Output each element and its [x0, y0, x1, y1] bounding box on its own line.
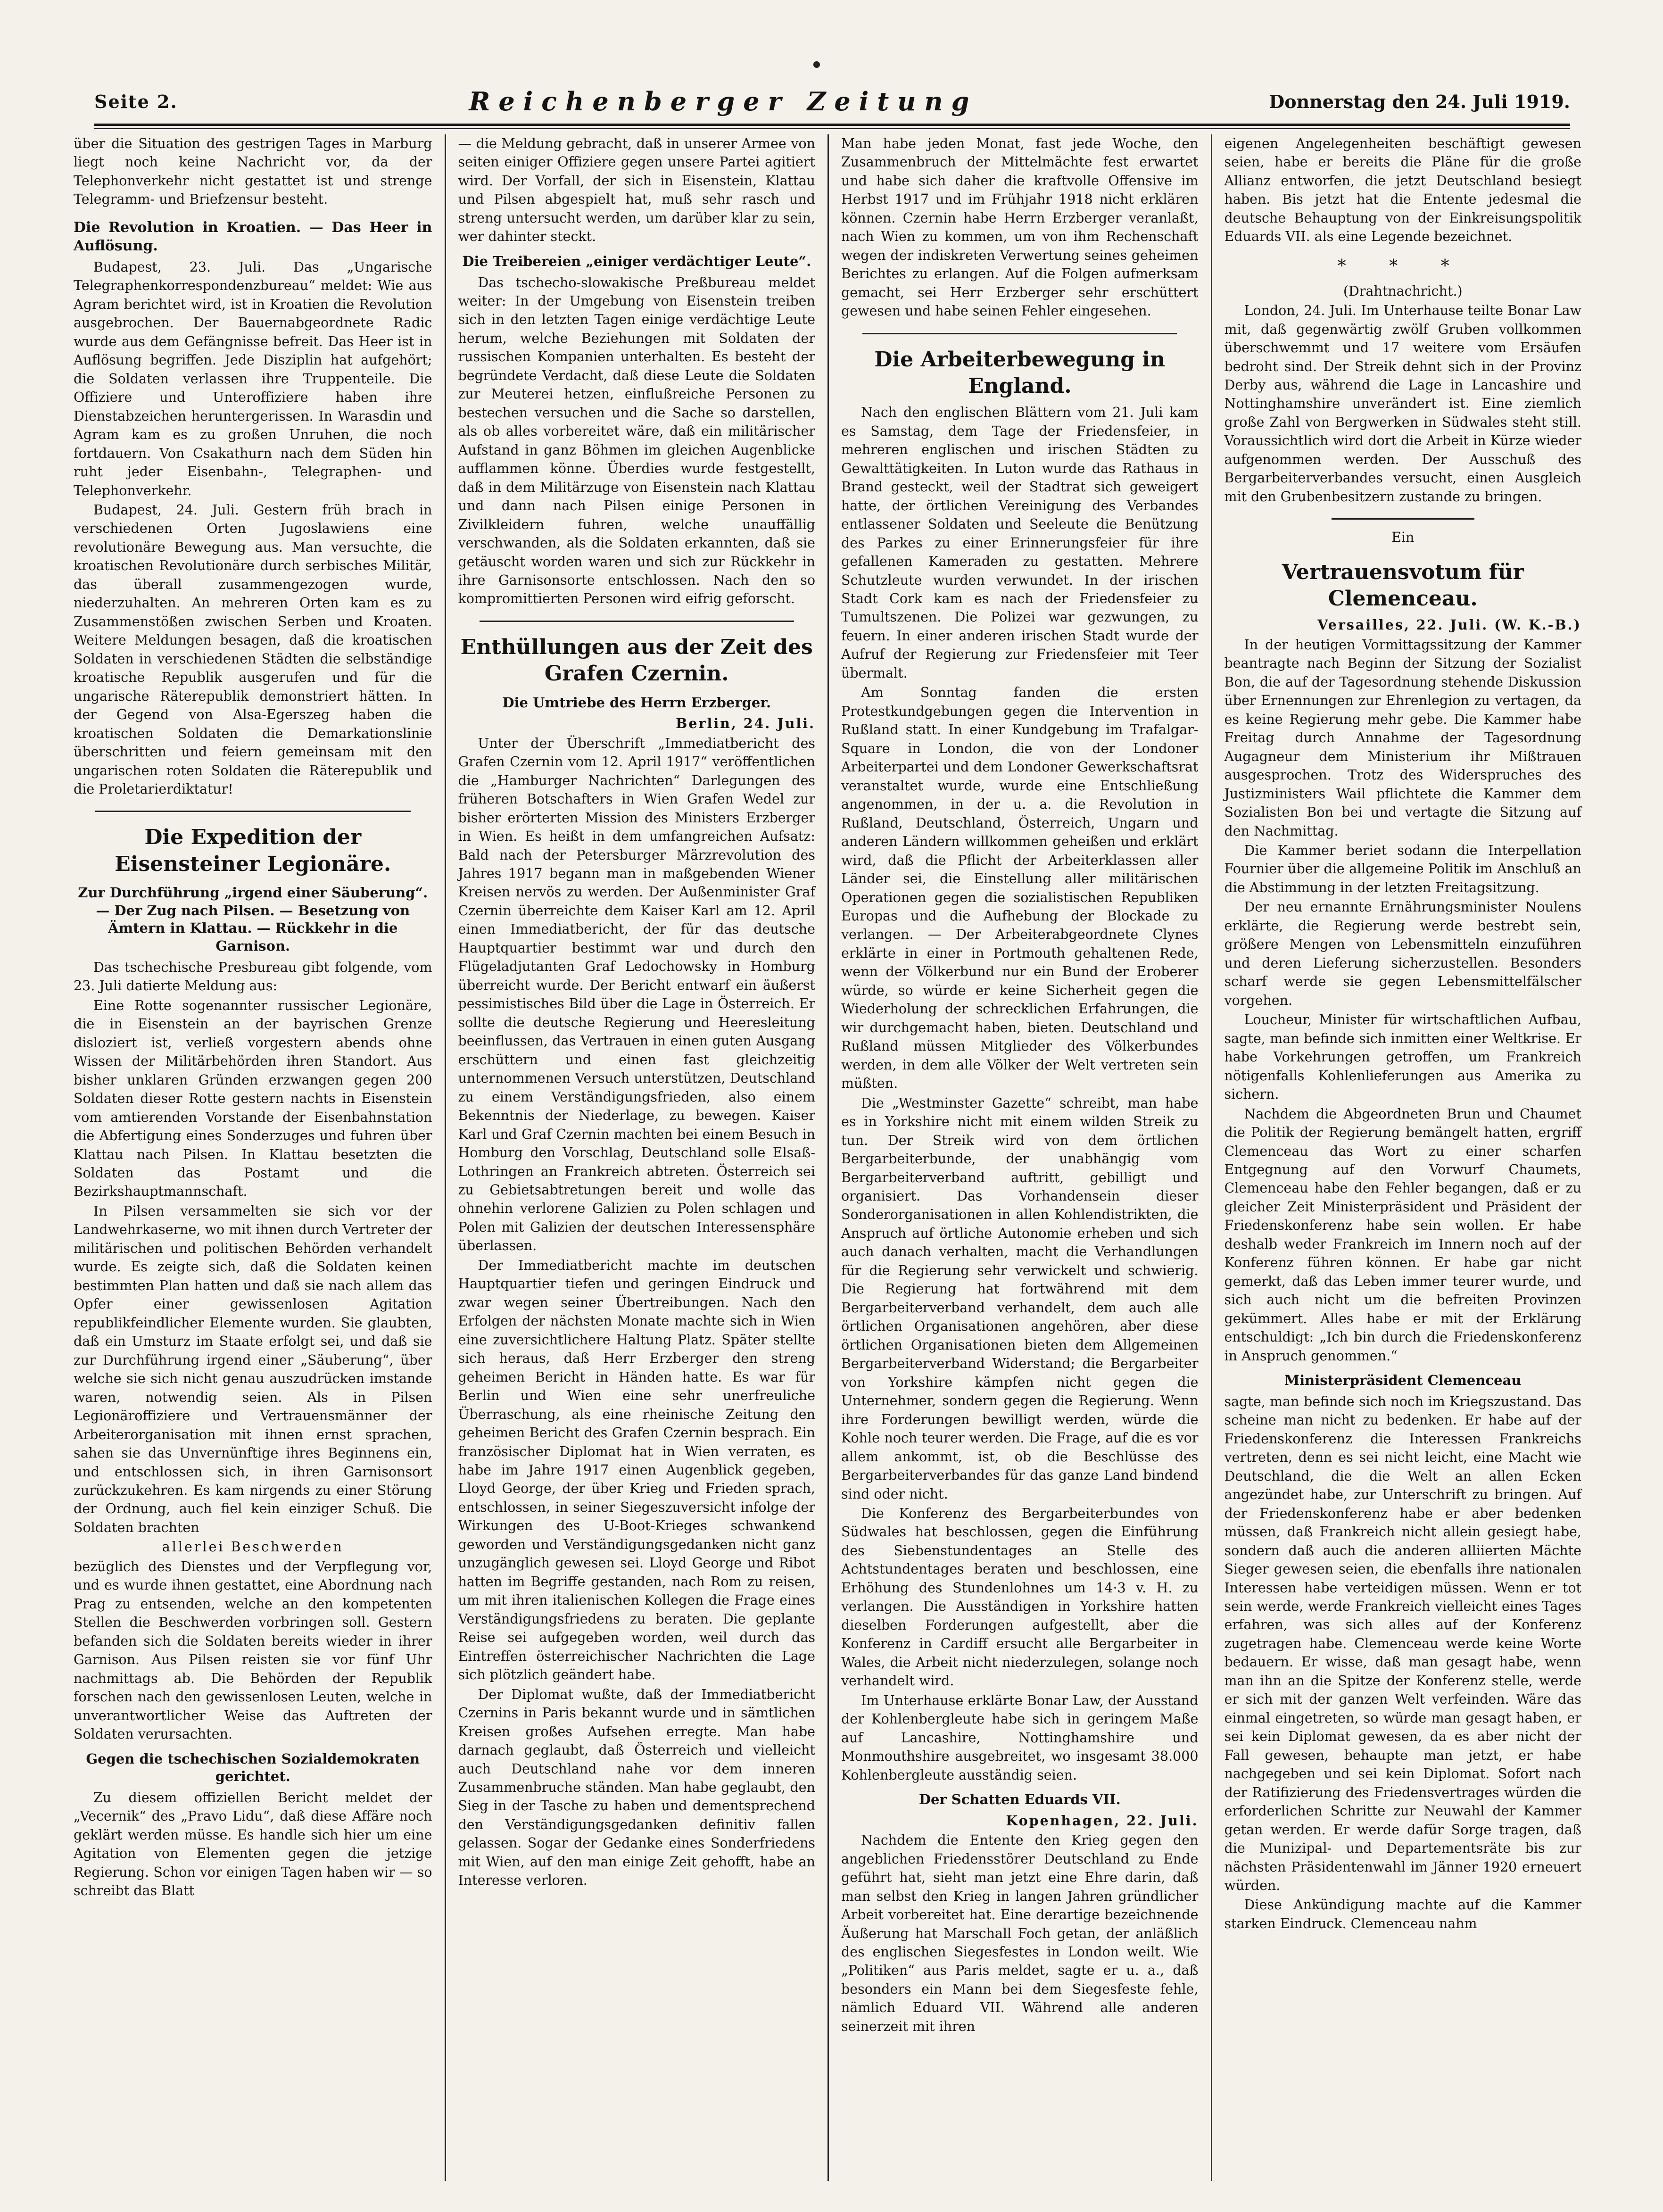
paragraph: Der Diplomat wußte, daß der Immediatbericht Czernins in Paris bekannt wurde und in sämtlichen Kreisen großes Aufsehen erregte. Man habe darnach geglaubt, daß Österreich und vielleicht auch Deutschland nahe vor dem inneren Zusammenbruche ständen. Man habe geglaubt, den Sieg in der Tasche zu haben und dementsprechend den Verständigungsgedanken definitiv fallen gelassen. Sogar der Gedanke eines Sonderfriedens mit Wien, auf den man einige Zeit gehofft, habe an Interesse verloren.	[458, 1686, 815, 1889]
header-rule-thin	[94, 128, 1570, 129]
paragraph: Budapest, 23. Juli. Das „Ungarische Telegraphenkorrespondenzbureau“ meldet: Wie aus Agram berichtet wird, ist in Kroatien die Revolution ausgebrochen. Der Bauernabgeordnete Radic wurde aus dem Gefängnisse befreit. Das Heer ist in Auflösung begriffen. Jede Disziplin hat aufgehört; die Soldaten verlassen ihre Truppenteile. Die Offiziere und Unteroffiziere haben ihre Dienstabzeichen heruntergerissen. In Warasdin und Agram kam es zu großen Unruhen, die noch fortdauern. Von Csakathurn nach dem Süden hin ruht jeder Eisenbahn-, Telegraphen- und Telephonverkehr.	[74, 259, 432, 498]
paragraph: sagte, man befinde sich noch im Kriegszustand. Das scheine man nicht zu bedenken. Er habe auf der Friedenskonferenz die Interessen Frankreichs vertreten, denn es sei nicht leicht, eine Macht wie Deutschland, die die Welt an allen Ecken angezündet habe, zur Unterschrift zu bringen. Auf der Friedenskonferenz habe er aber bedenken müssen, daß Frankreich nicht allein gesiegt habe, sondern daß auch die anderen alliierten Mächte Sieger gewesen seien, die ebenfalls ihre nationalen Interessen habe verteidigen müssen. Wenn er tot sein werde, werde Frankreich vielleicht eines Tages erfahren, was sich alles auf der Konferenz zugetragen habe. Clemenceau werde keine Worte bedauern. Er wisse, daß man gesagt habe, wenn man ihn an die Spitze der Konferenz stelle, werde er sich mit der ganzen Welt verfeinden. Wäre das einmal eingetreten, so würde man gesagt haben, er sei kein Diplomat gewesen, da es aber nicht der Fall gewesen, behaupte man jetzt, er habe nachgegeben und sei kein Diplomat. Sofort nach der Ratifizierung des Friedensvertrages würden die erforderlichen Schritte zur Neuwahl der Kammer getan werden. Er werde dafür Sorge tragen, daß die Munizipal- und Departementsräte bis zur nächsten Präsidentenwahl im Jänner 1920 erneuert würden.	[1224, 1393, 1581, 1894]
article-headline: Vertrauensvotum für Clemenceau.	[1282, 560, 1524, 611]
paragraph: Der neu ernannte Ernährungsminister Noulens erklärte, die Regierung werde bestrebt sein, größere Mengen von Lebensmitteln einzuführen und deren Lieferung sicherzustellen. Besonders scharf werde sie gegen Lebensmittelfälscher vorgehen.	[1224, 899, 1581, 1008]
paragraph: Nach den englischen Blättern vom 21. Juli kam es Samstag, dem Tage der Friedensfeier, in mehreren englischen und irischen Städten zu Gewalttätigkeiten. In Luton wurde das Rathaus in Brand gesteckt, weil der Stadtrat sich geweigert hatte, der örtlichen Vereinigung des Verbandes entlassener Soldaten und Seeleute die Benützung des Parkes zu einer Erinnerungsfeier für ihre gefallenen Kameraden zu gestatten. Mehrere Schutzleute wurden verwundet. In der irischen Stadt Cork kam es nach der Friedensfeier zu Tumultszenen. Die Polizei war gezwungen, zu feuern. In einer anderen irischen Stadt wurde der Aufruf der Regierung zur Friedensfeier mit Teer übermalt.	[841, 405, 1199, 681]
paragraph: In Pilsen versammelten sie sich vor der Landwehrkaserne, wo mit ihnen durch Vertreter der militärischen und politischen Behörden verhandelt wurde. Es zeigte sich, daß die Soldaten keinen bestimmten Plan hatten und daß sie nach allem das Opfer einer gewissenlosen Agitation republikfeindlicher Elemente wurden. Sie glaubten, daß ein Umsturz im Staate erfolgt sei, und daß sie zur Durchführung irgend einer „Säuberung“, über welche sie sich nicht genau auszudrücken imstande waren, notwendig seien. Als in Pilsen Legionäroffiziere und Vertrauensmänner der Arbeiterorganisation mit ihnen ernst sprachen, sahen sie das Unvernünftige ihres Beginnens ein, und entschlossen sich, in ihren Garnisonsort zurückzukehren. Es kam nirgends zu einer Störung der Ordnung, auch fiel kein einziger Schuß. Die Soldaten brachten	[74, 1203, 432, 1535]
header-rule	[94, 124, 1570, 126]
article-headline: Enthüllungen aus der Zeit des Grafen Czernin.	[460, 635, 813, 686]
subheading: Ministerpräsident Clemenceau	[1284, 1372, 1522, 1389]
paragraph: — die Meldung gebracht, daß in unserer Armee von seiten einiger Offiziere gegen unsere Partei agitiert wird. Der Vorfall, der sich in Eisenstein, Klattau und Pilsen abgespielt hat, muß sehr rasch und streng untersucht werden, um darüber klar zu sein, wer dahinter steckt.	[458, 136, 815, 245]
paragraph: Die Konferenz des Bergarbeiterbundes von Südwales hat beschlossen, gegen die Einführung des Siebenstundentages an Stelle des Achtstundentages beraten und beschlossen, eine Erhöhung des Stundenlohnes um 14·3 v. H. zu verlangen. Die Ausständigen in Yorkshire hatten dieselben Forderungen aufgestellt, aber die Konferenz in Cardiff ersucht alle Bergarbeiter in Wales, die Arbeit nicht niederzulegen, solange noch verhandelt wird.	[841, 1505, 1199, 1689]
paragraph: Das tschechische Presbureau gibt folgende, vom 23. Juli datierte Meldung aus:	[74, 959, 432, 994]
paragraph: Die Kammer beriet sodann die Interpellation Fournier über die allgemeine Politik im Anschluß an die Abstimmung in der letzten Freitagsitzung.	[1224, 843, 1581, 895]
column-2	[445, 134, 828, 2181]
subheading: Die Treibereien „einiger verdächtiger Leute“.	[462, 253, 811, 269]
paragraph: Loucheur, Minister für wirtschaftlichen Aufbau, sagte, man befinde sich inmitten einer Weltkrise. Er habe Vorkehrungen getroffen, um Frankreich nötigenfalls Kohlenlieferungen aus Amerika zu sichern.	[1224, 1012, 1581, 1102]
paragraph: Nachdem die Entente den Krieg gegen den angeblichen Friedensstörer Deutschland zu Ende geführt hat, sieht man jetzt eine Ehre darin, daß man selbst den Krieg in langen Jahren gründlicher Arbeit vorbereitet hat. Eine derartige bezeichnende Äußerung hat Marschall Foch getan, der anläßlich des englischen Siegesfestes in London weilt. Wie „Politiken“ aus Paris meldet, sagte er u. a., daß besonders ein Mann bei dem Siegesfeste fehle, nämlich Eduard VII. Während alle anderen seinerzeit mit ihren	[841, 1832, 1199, 2034]
divider	[480, 621, 794, 622]
paragraph: In der heutigen Vormittagssitzung der Kammer beantragte nach Beginn der Sitzung der Sozialist Bon, die auf der Tagesordnung stehende Diskussion über Ernennungen zur Ehrenlegion zu vertagen, da es keine Regierung mehr gebe. Die Kammer habe Freitag durch Annahme der Tagesordnung Augagneur dem Ministerium ihr Mißtrauen ausgesprochen. Trotz des Widerspruches des Justizministers Wail pflichtete die Kammer dem Sozialisten Bon bei und vertagte die Sitzung auf den Nachmittag.	[1224, 637, 1581, 839]
article-headline: Die Arbeiterbewegung in England.	[874, 347, 1166, 398]
paragraph: Man habe jeden Monat, fast jede Woche, den Zusammenbruch der Mittelmächte fest erwartet und habe sich daher die kraftvolle Offensive im Herbst 1917 und im Frühjahr 1918 nicht erklären können. Czernin habe Herrn Erzberger veranlaßt, nach Wien zu kommen, um von ihm Rechenschaft wegen der indiskreten Verwertung seines geheimen Berichtes zu erlangen. Auf die Folgen aufmerksam gemacht, sei Herr Erzberger sehr erschüttert gewesen und habe seinen Fehler eingesehen.	[841, 136, 1199, 319]
paragraph: Zu diesem offiziellen Bericht meldet der „Vecernik“ des „Pravo Lidu“, daß diese Affäre noch geklärt werden müsse. Es handle sich hier um eine Agitation von Elementen gegen die jetzige Regierung. Schon vor einigen Tagen haben wir — so schreibt das Blatt	[74, 1789, 432, 1899]
paragraph: Eine Rotte sogenannter russischer Legionäre, die in Eisenstein an der bayrischen Grenze disloziert ist, verließ vorgestern abends ohne Wissen der Militärbehörden ihren Standort. Aus bisher unklaren Gründen erzwangen gegen 200 Soldaten dieser Rotte gestern nachts in Eisenstein vom amtierenden Vorstande der Eisenbahnstation die Abfertigung eines Sonderzuges und fuhren über Klattau nach Pilsen. In Klattau besetzten die Soldaten das Postamt und die Bezirkshauptmannschaft.	[74, 997, 432, 1200]
wire-note: (Drahtnachricht.)	[1343, 283, 1463, 299]
column-3	[827, 134, 1211, 2181]
paragraph: Unter der Überschrift „Immediatbericht des Grafen Czernin vom 12. April 1917“ veröffentlichen die „Hamburger Nachrichten“ Darlegungen des früheren Botschafters in Wien Grafen Wedel zur bisher erörterten Mission des Ministers Erzberger in Wien. Es heißt in dem umfangreichen Aufsatz: Bald nach der Petersburger Märzrevolution des Jahres 1917 begann man in maßgebenden Wiener Kreisen nervös zu werden. Der Außenminister Graf Czernin überreichte dem Kaiser Karl am 12. April einen Immediatbericht, der für das deutsche Hauptquartier bestimmt war und durch den Flügeladjutanten Graf Ledochowsky in Homburg überreicht wurde. Der Bericht entwarf ein äußerst pessimistisches Bild über die Lage in Österreich. Er sollte die deutsche Regierung und Heeresleitung beeinflussen, das Vertrauen in einen guten Ausgang erschüttern und einen fast gleichzeitig unternommenen Versuch unterstützen, Deutschland zu einem Verständigungsfrieden, also einem Bekenntnis der Niederlage, zu bewegen. Kaiser Karl und Graf Czernin machten bei einem Besuch in Homburg den Vorschlag, Deutschland solle Elsaß-Lothringen an Frankreich abtreten. Österreich sei zu Gebietsabtretungen bereit und wolle das ohnehin verlorene Galizien zu Polen schlagen und Polen mit Galizien der deutschen Interessensphäre überlassen.	[458, 735, 815, 1254]
divider	[1332, 518, 1474, 520]
headline-prefix: Ein	[1391, 530, 1415, 546]
page-number: Seite 2.	[94, 91, 178, 112]
paragraph: London, 24. Juli. Im Unterhause teilte Bonar Law mit, daß gegenwärtig zwölf Gruben vollkommen überschwemmt und 17 weitere vom Ersäufen bedroht sind. Der Streik dehnt sich in der Provinz Derby aus, während die Lage in Lancashire und Nottinghamshire unverändert ist. Eine ziemlich große Zahl von Bergwerken in Südwales steht still. Voraussichtlich wird dort die Arbeit in Kürze wieder aufgenommen werden. Der Ausschuß des Bergarbeiterverbandes versucht, einen Ausgleich mit den Grubenbesitzern zustande zu bringen.	[1224, 303, 1581, 505]
paragraph: Budapest, 24. Juli. Gestern früh brach in verschiedenen Orten Jugoslawiens eine revolutionäre Bewegung aus. Man versuchte, die kroatischen Revolutionäre durch serbisches Militär, das überall zusammengezogen wurde, niederzuhalten. An mehreren Orten kam es zu Zusammenstößen zwischen Serben und Kroaten. Weitere Meldungen besagen, daß die kroatischen Soldaten in verschiedenen Städten die selbständige kroatische Republik ausgerufen und für die ungarische Räterepublik demonstriert hätten. In der Gegend von Alsa-Egerszeg haben die kroatischen Soldaten die Demarkationslinie überschritten und feiern gemeinsam mit den ungarischen roten Soldaten die Räterepublik und die Proletarierdiktatur!	[74, 502, 432, 797]
paragraph: bezüglich des Dienstes und der Verpflegung vor, und es wurde ihnen gestattet, eine Abordnung nach Prag zu entsenden, welche an den kompetenten Stellen die Beschwerden vorbringen soll. Gestern befanden sich die Soldaten bereits wieder in ihrer Garnison. Aus Pilsen reisten sie vor fünf Uhr nachmittags ab. Die Behörden der Republik forschen nach den gewissenlosen Leuten, welche in unverantwortlicher Weise das Auftreten der Soldaten verursachten.	[74, 1558, 432, 1742]
paragraph: Am Sonntag fanden die ersten Protestkundgebungen gegen die Intervention in Rußland statt. In einer Kundgebung im Trafalgar-Square in London, die von der Londoner Arbeiterpartei und dem Londoner Gewerkschaftsrat veranstaltet wurde, wurde eine Entschließung angenommen, in der u. a. die Revolution in Rußland, Deutschland, Österreich, Ungarn und anderen Ländern willkommen geheißen und erklärt wird, daß die Pflicht der Arbeiterklassen aller Länder sei, die Einstellung aller militärischen Operationen gegen die sozialistischen Republiken Europas und die Aufhebung der Blockade zu verlangen. — Der Arbeiterabgeordnete Clynes erklärte in einer in Portmouth gehaltenen Rede, wenn der Völkerbund nur ein Bund der Eroberer würde, so würde er keine Sicherheit gegen die Wiederholung der schrecklichen Erfahrungen, die wir durchgemacht haben, bieten. Deutschland und Rußland müssen Mitglieder des Völkerbundes werden, in dem alle Völker der Welt vertreten sein müßten.	[841, 685, 1199, 1092]
section-separator-stars: * * *	[1337, 256, 1468, 276]
divider	[862, 333, 1177, 334]
newspaper-title: Reichenberger Zeitung	[469, 86, 978, 116]
column-4	[1211, 134, 1594, 2181]
ornament-dot	[813, 61, 820, 68]
paragraph: Der Immediatbericht machte im deutschen Hauptquartier tiefen und geringen Eindruck und zwar wegen seiner Übertreibungen. Nach den Erfolgen der nächsten Monate machte sich in Wien eine zuversichtlichere Haltung Platz. Später stellte sich heraus, daß Herr Erzberger den streng geheimen Bericht in Händen hatte. Es war für Berlin und Wien eine sehr unerfreuliche Überraschung, als eine rheinische Zeitung den geheimen Bericht des Grafen Czernin besprach. Ein französischer Diplomat hat in Wien verraten, es habe im Jahre 1917 einen Augenblick gegeben, Lloyd George, der über Krieg und Frieden sprach, entschlossen, in seiner Siegeszuversicht infolge der Wirkungen des U-Boot-Krieges schwankend geworden und Verständigungsgedanken nicht ganz unzugänglich gewesen sei. Lloyd George und Ribot hatten im Begriffe gestanden, nach Rom zu reisen, um mit ihren italienischen Kollegen die Frage eines Verständigungsfriedens zu beraten. Die geplante Reise sei aufgegeben worden, weil durch das Eintreffen österreichischer Nachrichten die Lage sich plötzlich geändert habe.	[458, 1257, 815, 1683]
subheading: Der Schatten Eduards VII.	[918, 1791, 1121, 1807]
paragraph: Das tschecho-slowakische Preßbureau meldet weiter: In der Umgebung von Eisenstein treiben sich in den letzten Tagen einige verdächtige Leute herum, welche Beziehungen mit Soldaten der russischen Kompanien unterhalten. Es besteht der begründete Verdacht, daß diese Leute die Soldaten zur Meuterei hetzen, einflußreiche Personen zu bestechen versuchen und die Sache so darstellen, als ob alles vorbereitet wäre, daß ein militärischer Aufstand in ganz Böhmen im gleichen Augenblicke aufflammen könne. Überdies wurde festgestellt, daß in dem Militärzuge von Eisenstein nach Klattau und dann nach Pilsen einige Personen in Zivilkleidern fuhren, welche unauffällig verschwanden, als die Soldaten erkannten, daß sie getäuscht worden waren und sich zur Rückkehr in ihre Garnisonsorte entschlossen. Nach den so kompromittierten Personen wird eifrig geforscht.	[458, 274, 815, 607]
divider	[95, 811, 411, 812]
paragraph: eigenen Angelegenheiten beschäftigt gewesen seien, habe er bereits die Pläne für die große Allianz entworfen, die jetzt Deutschland besiegt haben. Bis jetzt hat die Entente jedesmal die deutsche Behauptung von der Einkreisungspolitik Eduards VII. als eine Legende bezeichnet.	[1224, 136, 1581, 245]
paragraph: Die „Westminster Gazette“ schreibt, man habe es in Yorkshire nicht mit einem wilden Streik zu tun. Der Streik wird von dem örtlichen Bergarbeiterbunde, der unabhängig vom Bergarbeiterverband auftritt, gebilligt und organisiert. Das Vorhandensein dieser Sonderorganisationen in allen Kohlendistrikten, die Anspruch auf örtliche Autonomie erheben und sich auch danach verhalten, macht die Verhandlungen für die Regierung sehr verwickelt und schwierig. Die Regierung hat fortwährend mit dem Bergarbeiterverband verhandelt, dem auch alle örtlichen Organisationen angehören, aber diese örtlichen Organisationen bieten dem Allgemeinen Bergarbeiterverband Widerstand; die Bergarbeiter von Yorkshire kämpfen nicht gegen die Unternehmer, sondern gegen die Regierung. Wenn ihre Forderungen bewilligt werden, würde die Kohle noch teurer werden. Die Frage, auf die es vor allem ankommt, ist, ob die Beschlüsse des Bergarbeiterverbandes für das ganze Land bindend sind oder nicht.	[841, 1095, 1199, 1502]
article-columns	[61, 134, 1594, 2181]
dateline: Kopenhagen, 22. Juli.	[1006, 1812, 1199, 1829]
paragraph: Im Unterhause erklärte Bonar Law, der Ausstand der Kohlenbergleute habe sich in geringem Maße auf Lancashire, Nottinghamshire und Monmouthshire ausgebreitet, wo insgesamt 38.000 Kohlenbergleute ausständig seien.	[841, 1692, 1199, 1783]
masthead	[94, 83, 1570, 120]
subheading: Die Revolution in Kroatien. — Das Heer in Auflösung.	[74, 219, 432, 254]
article-subheadline: Die Umtriebe des Herrn Erzberger.	[502, 694, 771, 711]
subheading: Gegen die tschechischen Sozialdemokraten gerichtet.	[86, 1750, 420, 1785]
section-label: allerlei Beschwerden	[162, 1539, 344, 1555]
paragraph: Nachdem die Abgeordneten Brun und Chaumet die Politik der Regierung bemängelt hatten, ergriff Clemenceau das Wort zu einer scharfen Entgegnung auf den Vorwurf Chaumets, Clemenceau habe den Fehler begangen, daß er zu gleicher Zeit Ministerpräsident und Präsident der Friedenskonferenz habe sein wollen. Er habe deshalb weder Frankreich im Innern noch auf der Konferenz führen können. Er habe gar nicht gemerkt, daß das Leben immer teurer wurde, und sich auch nicht um die befreiten Provinzen gekümmert. Alles habe er mit der Erklärung entschuldigt: „Ich bin durch die Friedenskonferenz in Anspruch genommen.“	[1224, 1106, 1581, 1364]
article-headline: Die Expedition der Eisensteiner Legionäre.	[115, 825, 391, 876]
paragraph: über die Situation des gestrigen Tages in Marburg liegt noch keine Nachricht vor, da der Telephonverkehr nicht gestattet ist und strenge Telegramm- und Briefzensur besteht.	[74, 136, 432, 207]
dateline: Berlin, 24. Juli.	[676, 715, 815, 732]
paragraph: Diese Ankündigung machte auf die Kammer starken Eindruck. Clemenceau nahm	[1224, 1897, 1581, 1931]
dateline: Versailles, 22. Juli. (W. K.-B.)	[1317, 617, 1581, 633]
column-1	[61, 134, 445, 2181]
issue-date: Donnerstag den 24. Juli 1919.	[1269, 91, 1570, 112]
article-subheadline: Zur Durchführung „irgend einer Säuberung“. — Der Zug nach Pilsen. — Besetzung von Ämtern in Klattau. — Rückkehr in die Garnison.	[78, 885, 428, 954]
